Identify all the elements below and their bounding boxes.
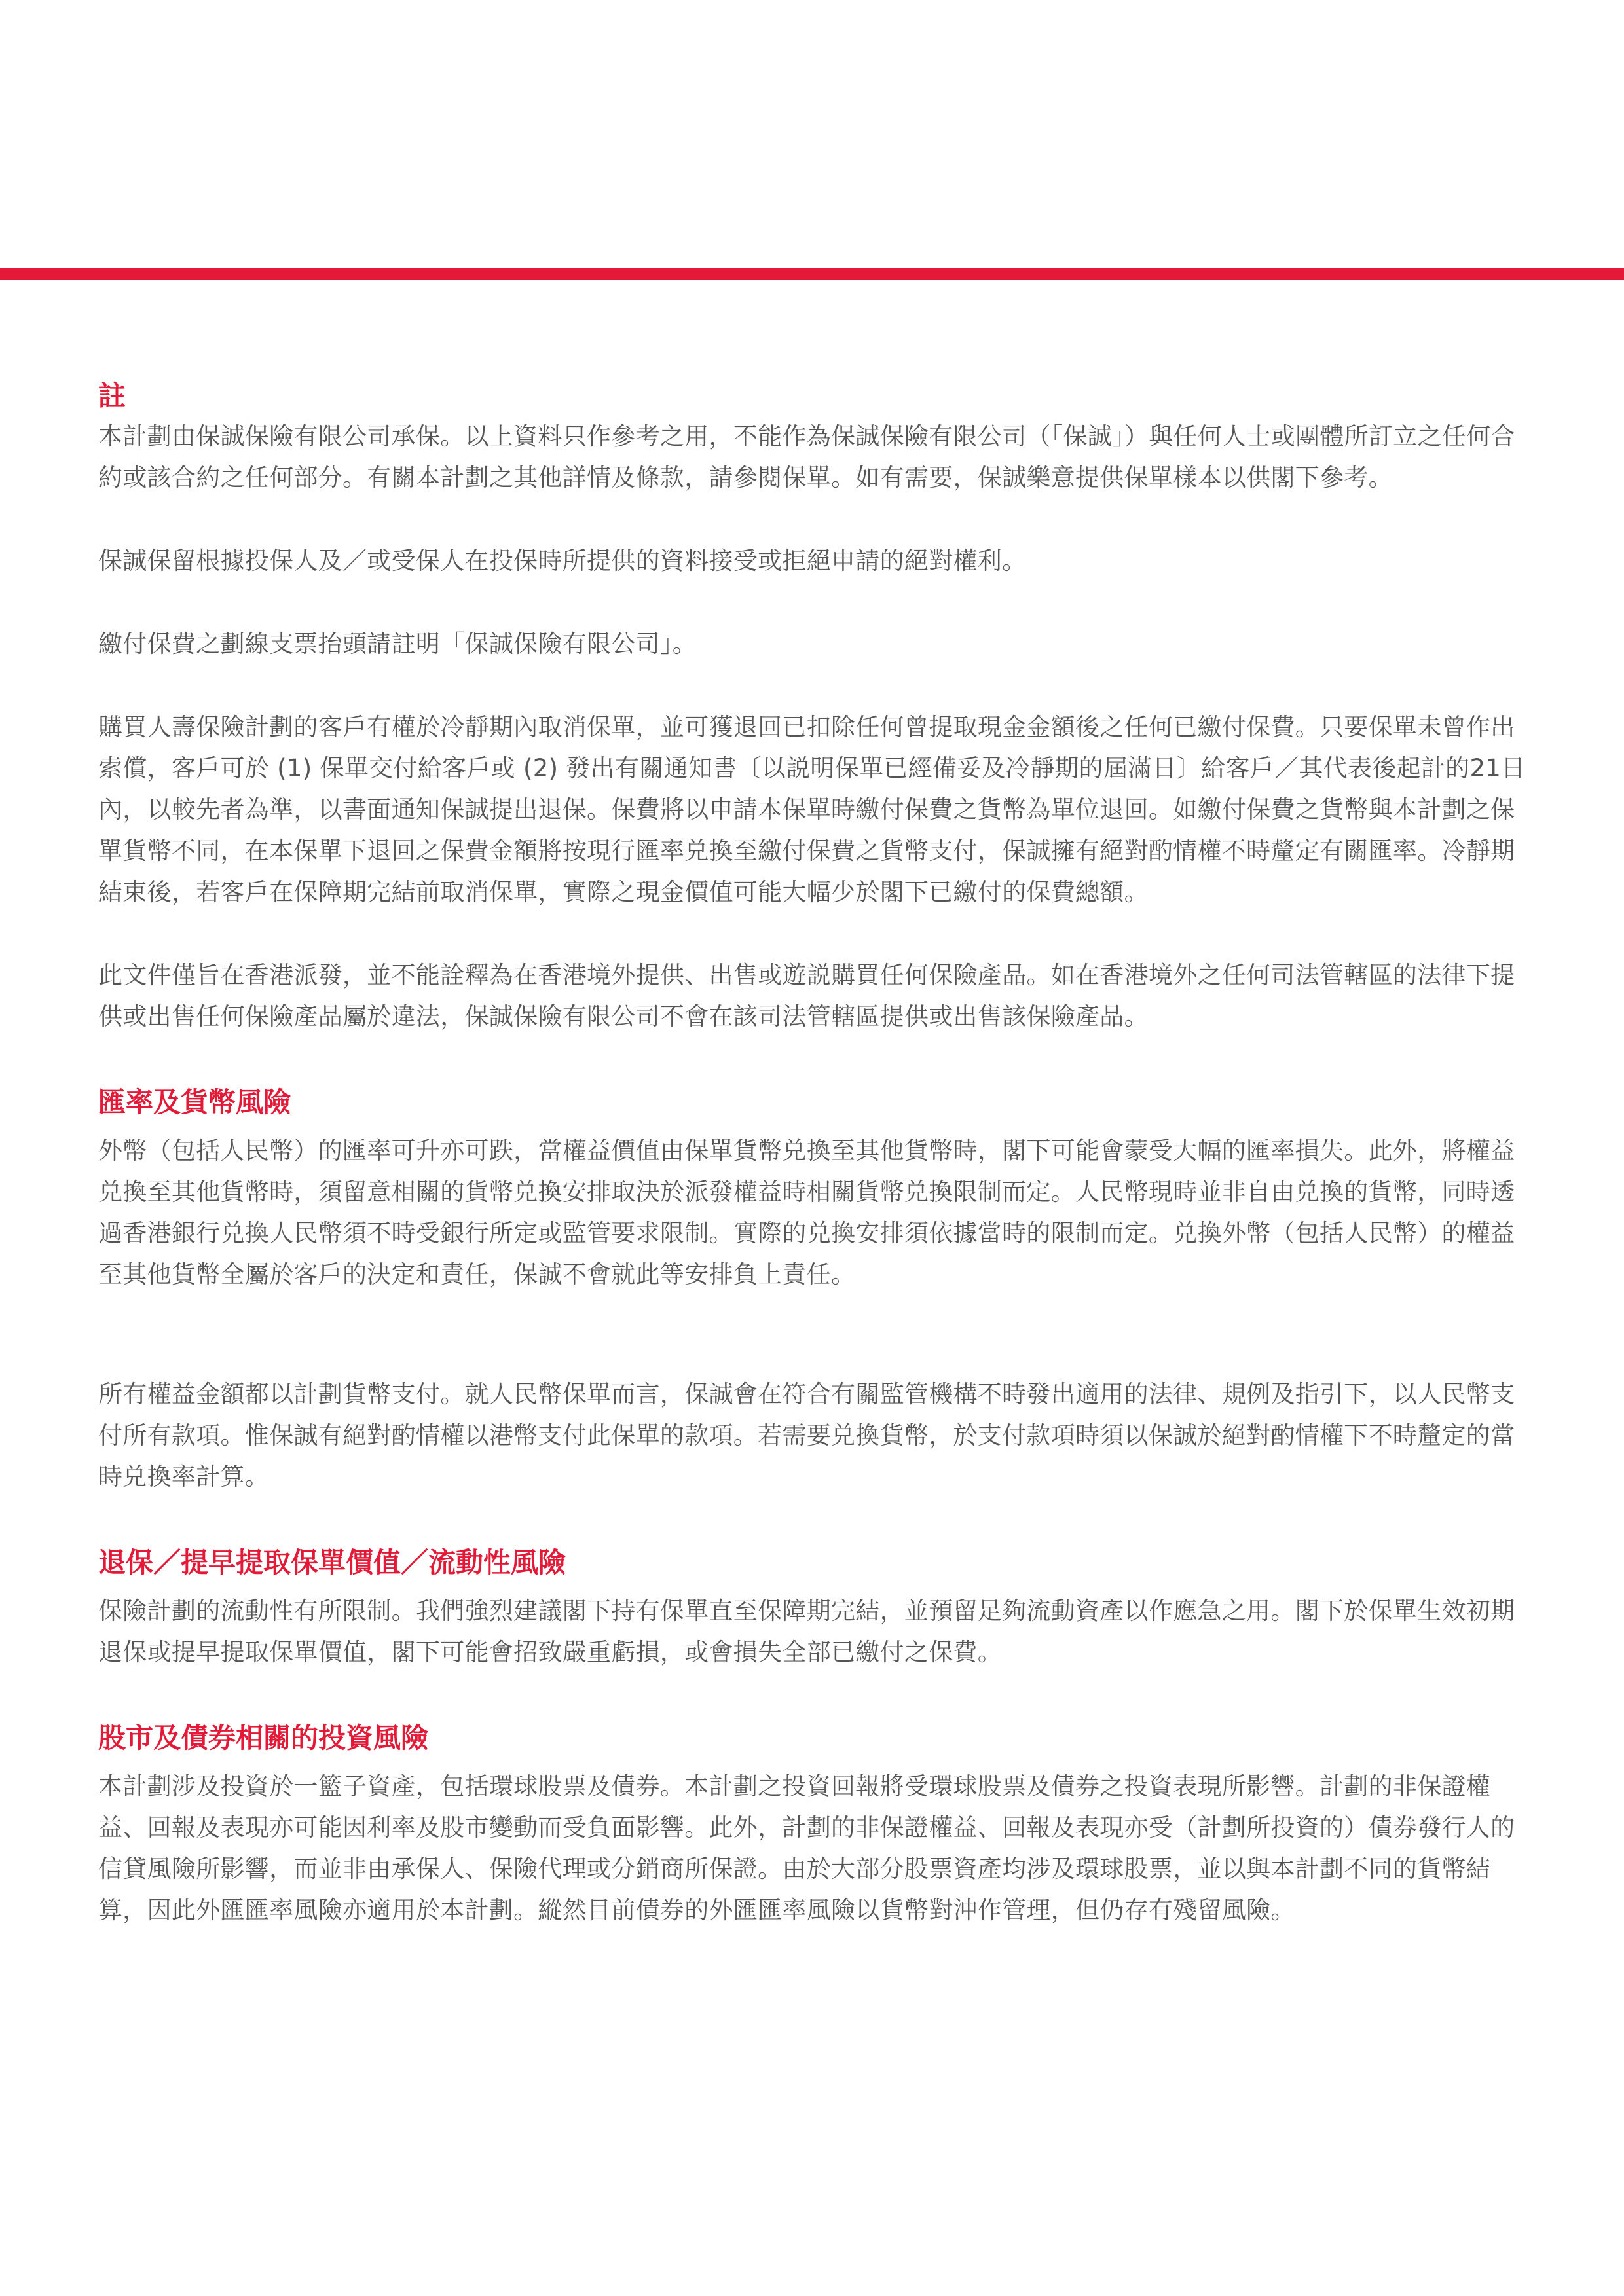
notes-paragraph-5: 此文件僅旨在香港派發，並不能詮釋為在香港境外提供、出售或遊説購買任何保險產品。如在香港境外之任何司法管轄區的法律下提供或出售任何保險產品屬於違法，保誠保險有限公司不會在該司法管轄區提供或出售該保險產品。 <box>98 961 1515 1030</box>
notes-paragraph-4: 購買人壽保險計劃的客戶有權於冷靜期內取消保單，並可獲退回已扣除任何曾提取現金金額後之任何已繳付保費。只要保單未曾作出索償，客戶可於 (1) 保單交付給客戶或 (2) 發出有關通知書〔以説明保單已經備妥及冷靜期的屆滿日〕給客戶／其代表後起計的21日內，以較先者為準，以書面通知保誠提出退保。保費將以申請本保單時繳付保費之貨幣為單位退回。如繳付保費之貨幣與本計劃之保單貨幣不同，在本保單下退回之保費金額將按現行匯率兑換至繳付保費之貨幣支付，保誠擁有絕對酌情權不時釐定有關匯率。冷靜期結束後，若客戶在保障期完結前取消保單，實際之現金價值可能大幅少於閣下已繳付的保費總額。 <box>98 713 1526 906</box>
liquidity-risk-paragraph: 保險計劃的流動性有所限制。我們強烈建議閣下持有保單直至保障期完結，並預留足夠流動資產以作應急之用。閣下於保單生效初期退保或提早提取保單價值，閣下可能會招致嚴重虧損，或會損失全部已繳付之保費。 <box>98 1597 1515 1666</box>
fx-risk-paragraph-1: 外幣（包括人民幣）的匯率可升亦可跌，當權益價值由保單貨幣兑換至其他貨幣時，閣下可能會蒙受大幅的匯率損失。此外，將權益兑換至其他貨幣時，須留意相關的貨幣兑換安排取決於派發權益時相關貨幣兑換限制而定。人民幣現時並非自由兑換的貨幣，同時透過香港銀行兑換人民幣須不時受銀行所定或監管要求限制。實際的兑換安排須依據當時的限制而定。兑換外幣（包括人民幣）的權益至其他貨幣全屬於客戶的決定和責任，保誠不會就此等安排負上責任。 <box>98 1137 1515 1288</box>
liquidity-risk-heading: 退保／提早提取保單價值／流動性風險 <box>98 1546 566 1578</box>
liquidity-risk-section <box>98 1543 1526 1673</box>
notes-section <box>98 376 1526 1037</box>
investment-risk-paragraph: 本計劃涉及投資於一籃子資產，包括環球股票及債券。本計劃之投資回報將受環球股票及債券之投資表現所影響。計劃的非保證權益、回報及表現亦可能因利率及股市變動而受負面影響。此外，計劃的非保證權益、回報及表現亦受（計劃所投資的）債券發行人的信貸風險所影響，而並非由承保人、保險代理或分銷商所保證。由於大部分股票資產均涉及環球股票，並以與本計劃不同的貨幣結算，因此外匯匯率風險亦適用於本計劃。縱然目前債券的外匯匯率風險以貨幣對沖作管理，但仍存有殘留風險。 <box>98 1772 1515 1924</box>
notes-paragraph-3: 繳付保費之劃線支票抬頭請註明「保誠保險有限公司」。 <box>98 630 697 658</box>
fx-risk-paragraph-2: 所有權益金額都以計劃貨幣支付。就人民幣保單而言，保誠會在符合有關監管機構不時發出適用的法律、規例及指引下，以人民幣支付所有款項。惟保誠有絕對酌情權以港幣支付此保單的款項。若需要兑換貨幣，於支付款項時須以保誠於絕對酌情權下不時釐定的當時兑換率計算。 <box>98 1380 1515 1491</box>
notes-paragraph-1: 本計劃由保誠保險有限公司承保。以上資料只作參考之用，不能作為保誠保險有限公司（「保誠」）與任何人士或團體所訂立之任何合約或該合約之任何部分。有關本計劃之其他詳情及條款，請參閱保單。如有需要，保誠樂意提供保單樣本以供閣下參考。 <box>98 422 1515 492</box>
top-accent-bar <box>0 268 1624 280</box>
fx-risk-section <box>98 1083 1526 1497</box>
notes-heading: 註 <box>98 380 126 412</box>
document-body <box>98 376 1526 1931</box>
investment-risk-heading: 股市及債券相關的投資風險 <box>98 1722 429 1754</box>
investment-risk-section <box>98 1719 1526 1931</box>
fx-risk-heading: 匯率及貨幣風險 <box>98 1086 291 1118</box>
notes-paragraph-2: 保誠保留根據投保人及／或受保人在投保時所提供的資料接受或拒絕申請的絕對權利。 <box>98 547 1027 575</box>
